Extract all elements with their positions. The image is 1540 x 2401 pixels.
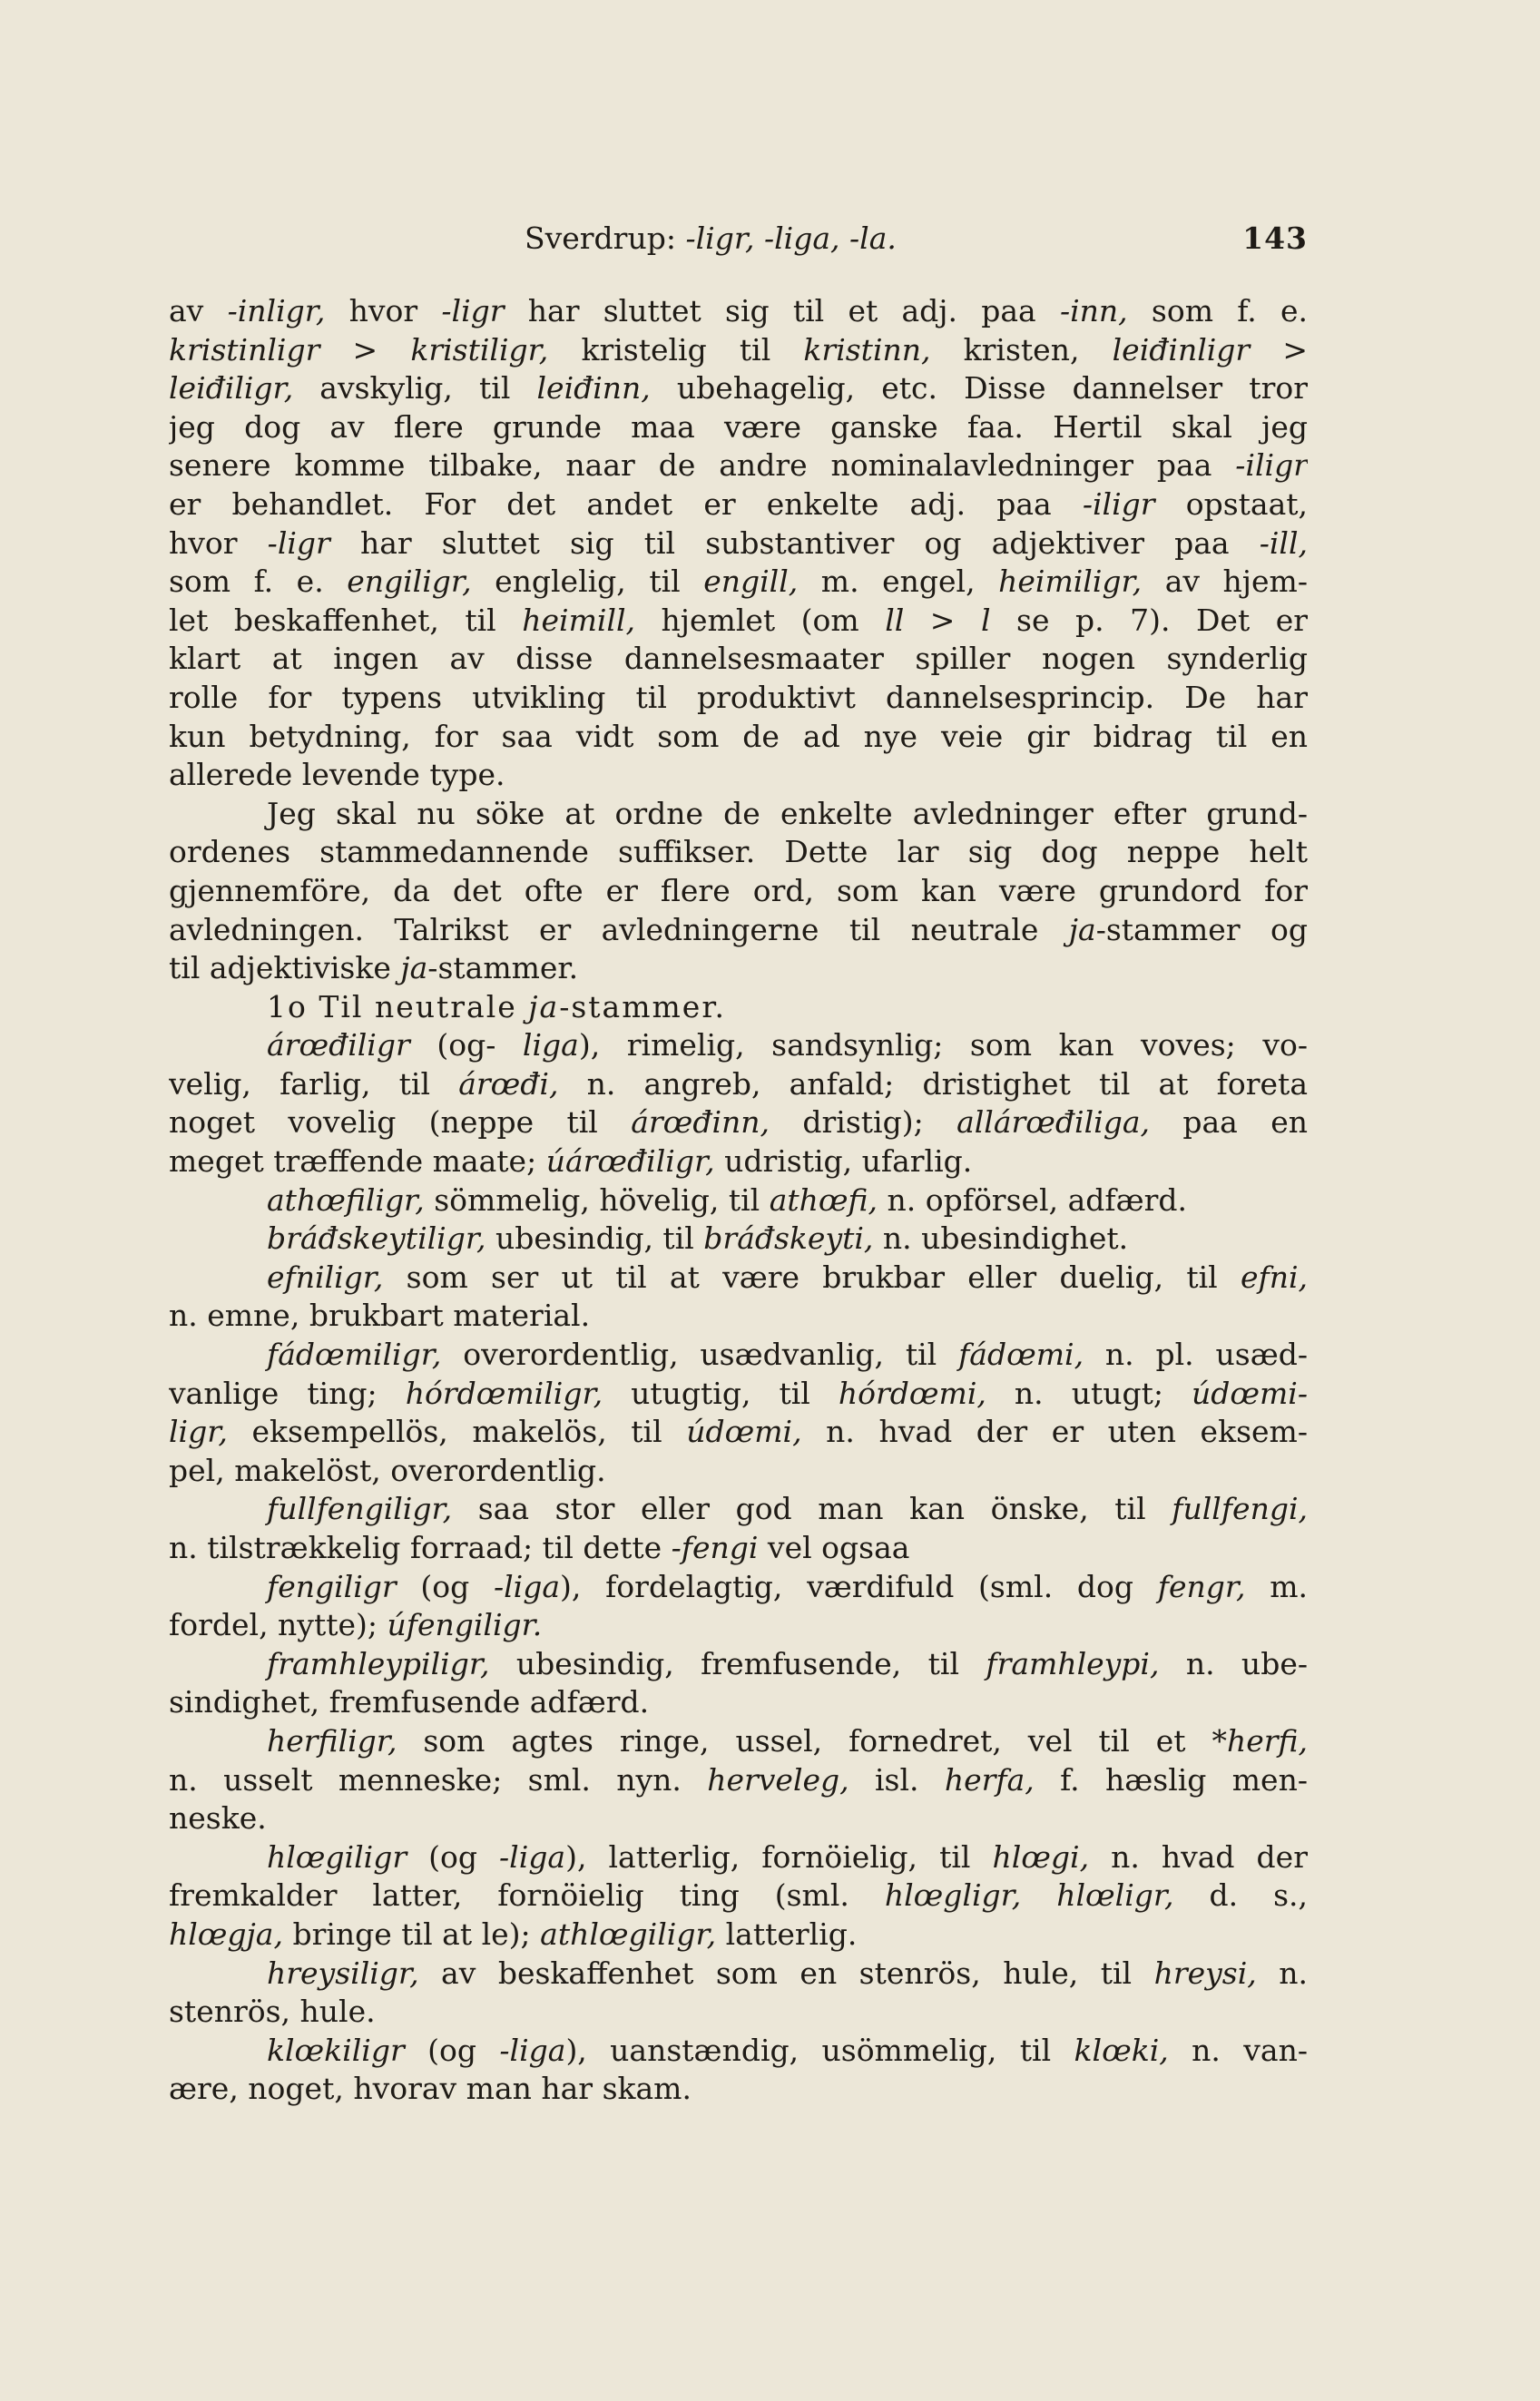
italic-word: allárœđiliga,: [956, 1104, 1150, 1141]
italic-word: *herfi,: [1211, 1722, 1308, 1759]
text-run: eksempellös, makelös, til: [227, 1414, 687, 1450]
text-run: ), uanstændig, usömmelig, til: [565, 2032, 1074, 2068]
italic-word: hlœgja,: [169, 1916, 283, 1952]
text-line: [169, 988, 1308, 1027]
text-run: bringe til at le);: [282, 1916, 541, 1952]
text-run: let beskaffenhet, til: [169, 602, 523, 638]
text-run: stenrös, hule.: [169, 1994, 376, 2030]
text-run: kristelig til: [548, 331, 804, 368]
text-run: gjennemföre, da det ofte er flere ord, som kan være grundord for: [169, 872, 1308, 908]
text-run: som f. e.: [169, 564, 348, 600]
italic-word: -iligr: [1082, 485, 1155, 522]
text-line: [169, 833, 1308, 872]
text-run: ), latterlig, fornöielig, til: [565, 1838, 993, 1875]
text-line: [169, 331, 1308, 370]
text-run: avledningen. Talrikst er avledningerne til neutrale: [169, 911, 1069, 947]
text-run: ubesindig, fremfusende, til: [489, 1645, 986, 1681]
text-run: n. van-: [1168, 2032, 1308, 2068]
italic-word: fullfengiligr,: [267, 1491, 453, 1527]
text-line: [169, 408, 1308, 447]
italic-word: úfengiligr.: [387, 1607, 543, 1643]
text-line: [169, 1799, 1308, 1838]
text-line: [169, 1181, 1308, 1220]
text-line: [169, 1259, 1308, 1298]
italic-word: -inligr,: [227, 293, 326, 328]
text-line: [169, 2032, 1308, 2071]
text-line: [169, 1606, 1308, 1645]
italic-word: hlœgiligr: [267, 1838, 407, 1875]
text-run: vanlige ting;: [169, 1375, 406, 1411]
italic-word: heimiligr,: [998, 564, 1143, 600]
italic-word: hlœgligr, hlœligr,: [884, 1877, 1174, 1914]
text-run: -stammer.: [427, 950, 579, 986]
italic-word: bráđskeyti,: [703, 1220, 874, 1257]
italic-word: kristinn,: [803, 331, 931, 368]
text-run: n. pl. usæd-: [1084, 1337, 1308, 1373]
text-line: [169, 485, 1308, 524]
text-run: ære, noget, hvorav man har skam.: [169, 2071, 692, 2107]
text-run: n. hvad der: [1089, 1838, 1308, 1875]
text-run: (og: [396, 1568, 494, 1604]
text-run: hjemlet (om: [635, 602, 886, 638]
text-run: som ser ut til at være brukbar eller duelig, til: [383, 1259, 1241, 1295]
text-line: [169, 1761, 1308, 1800]
text-run: >: [319, 331, 411, 368]
italic-word: fádœmiligr,: [267, 1337, 442, 1373]
text-run: (og: [404, 2032, 500, 2068]
text-run: allerede levende type.: [169, 757, 505, 793]
italic-word: bráđskeytiligr,: [267, 1220, 486, 1257]
text-run: sindighet, fremfusende adfærd.: [169, 1684, 650, 1720]
italic-word: herfa,: [944, 1761, 1035, 1798]
italic-word: hórdœmi,: [838, 1375, 986, 1411]
italic-word: údœmi,: [686, 1414, 802, 1450]
text-run: hvor: [169, 524, 268, 561]
italic-word: hreysiligr,: [267, 1955, 419, 1991]
italic-word: ja: [400, 950, 428, 986]
italic-word: leiđiligr,: [169, 370, 294, 407]
text-line: [169, 911, 1308, 950]
text-run: overordentlig, usædvanlig, til: [441, 1337, 959, 1373]
text-line: [169, 1645, 1308, 1684]
text-run: (og: [407, 1838, 500, 1875]
text-line: [169, 563, 1308, 602]
italic-word: hreysi,: [1153, 1955, 1257, 1991]
italic-word: ja: [1068, 911, 1096, 947]
text-run: fremkalder latter, fornöielig ting (sml.: [169, 1877, 885, 1914]
text-run: (og-: [409, 1027, 523, 1063]
text-run: ordenes stammedannende suffikser. Dette lar sig dog neppe helt: [169, 834, 1308, 870]
text-run: ubesindig, til: [486, 1220, 704, 1257]
text-run: sömmelig, hövelig, til: [424, 1181, 770, 1218]
text-run: jeg dog av flere grunde maa være ganske faa. Hertil skal jeg: [169, 408, 1308, 445]
text-run: n. utugt;: [986, 1375, 1192, 1411]
italic-word: úárœđiligr,: [545, 1143, 715, 1180]
italic-word: árœđi,: [458, 1065, 559, 1102]
page-number: 143: [1242, 220, 1308, 256]
text-run: d. s.,: [1173, 1877, 1308, 1914]
text-run: englelig, til: [471, 564, 704, 600]
text-run: dristig);: [770, 1104, 957, 1141]
text-run: neske.: [169, 1800, 267, 1837]
text-line: [169, 949, 1308, 988]
text-line: [169, 640, 1308, 679]
text-line: [169, 1413, 1308, 1452]
italic-word: kristiligr,: [410, 331, 549, 368]
text-line: [169, 1297, 1308, 1336]
text-line: [169, 369, 1308, 408]
text-line: [169, 718, 1308, 757]
italic-word: klœki,: [1074, 2032, 1169, 2068]
text-run: senere komme tilbake, naar de andre nominalavledninger paa: [169, 447, 1236, 484]
italic-word: árœđiligr: [267, 1027, 410, 1063]
text-run: noget vovelig (neppe til: [169, 1104, 632, 1141]
text-run: utugtig, til: [603, 1375, 839, 1411]
italic-word: engiligr,: [347, 564, 472, 600]
text-run: Jeg skal nu söke at ordne de enkelte avledninger efter grund-: [267, 795, 1308, 831]
text-run: rolle for typens utvikling til produktivt dannelsesprincip. De har: [169, 679, 1308, 715]
text-line: [169, 1103, 1308, 1142]
text-run: fordel, nytte);: [169, 1607, 387, 1643]
text-run: n. hvad der er uten eksem-: [801, 1414, 1308, 1450]
text-run: saa stor eller god man kan önske, til: [452, 1491, 1172, 1527]
text-run: 1o Til neutrale: [267, 988, 529, 1024]
text-run: ), fordelagtig, værdifuld (sml. dog: [560, 1568, 1158, 1604]
text-run: pel, makelöst, overordentlig.: [169, 1452, 606, 1488]
author-name: Sverdrup:: [525, 220, 686, 256]
text-run: av: [169, 293, 228, 328]
text-line: [169, 1955, 1308, 1994]
italic-word: -liga: [499, 2032, 566, 2068]
italic-word: fengr,: [1157, 1568, 1246, 1604]
italic-word: údœmi-: [1192, 1375, 1308, 1411]
italic-word: -ill,: [1259, 524, 1308, 561]
italic-word: -liga: [499, 1838, 566, 1875]
text-run: som agtes ringe, ussel, fornedret, vel til et: [397, 1722, 1212, 1759]
italic-word: efni,: [1240, 1259, 1308, 1295]
text-line: [169, 602, 1308, 641]
text-run: latterlig.: [716, 1916, 858, 1952]
text-run: hvor: [325, 293, 442, 328]
text-line: [169, 1142, 1308, 1181]
italic-word: hlœgi,: [992, 1838, 1090, 1875]
text-line: [169, 1452, 1308, 1491]
italic-word: leiđinligr: [1112, 331, 1251, 368]
italic-word: -ligr: [267, 524, 330, 561]
italic-word: -iligr: [1235, 447, 1308, 484]
text-line: [169, 1065, 1308, 1104]
text-run: meget træffende maate;: [169, 1143, 546, 1180]
body-text: [169, 292, 1308, 2109]
italic-word: ja: [528, 988, 560, 1024]
text-line: [169, 1877, 1308, 1916]
italic-word: athœfiligr,: [267, 1181, 425, 1218]
text-line: [169, 679, 1308, 718]
italic-word: heimill,: [522, 602, 636, 638]
text-run: isl.: [848, 1761, 945, 1798]
italic-word: athlœgiligr,: [540, 1916, 717, 1952]
italic-word: kristinligr: [169, 331, 320, 368]
italic-word: fullfengi,: [1172, 1491, 1308, 1527]
italic-word: -liga: [493, 1568, 561, 1604]
text-run: n. opförsel, adfærd.: [878, 1181, 1188, 1218]
text-line: [169, 1683, 1308, 1722]
text-line: [169, 524, 1308, 564]
text-line: [169, 446, 1308, 485]
text-run: >: [904, 602, 981, 638]
text-run: n. emne, brukbart material.: [169, 1298, 591, 1334]
text-run: velig, farlig, til: [169, 1065, 459, 1102]
text-run: kun betydning, for saa vidt som de ad nye veie gir bidrag til en: [169, 718, 1308, 754]
italic-word: framhleypiligr,: [267, 1645, 490, 1681]
text-run: kristen,: [930, 331, 1113, 368]
italic-word: herfiligr,: [267, 1722, 397, 1759]
italic-word: athœfi,: [769, 1181, 878, 1218]
text-line: [169, 1838, 1308, 1877]
text-run: er behandlet. For det andet er enkelte adj. paa: [169, 485, 1083, 522]
text-run: -stammer.: [559, 988, 726, 1024]
text-line: [169, 1529, 1308, 1568]
italic-word: liga: [522, 1027, 579, 1063]
text-line: [169, 1722, 1308, 1761]
text-run: opstaat,: [1154, 485, 1308, 522]
text-run: se p. 7). Det er: [990, 602, 1308, 638]
text-run: >: [1250, 331, 1308, 368]
text-line: [169, 1375, 1308, 1414]
text-run: n. angreb, anfald; dristighet til at foreta: [558, 1065, 1308, 1102]
text-run: vel ogsaa: [758, 1530, 910, 1565]
text-run: har sluttet sig til et adj. paa: [504, 293, 1060, 328]
text-line: [169, 1993, 1308, 2032]
italic-word: leiđinn,: [536, 370, 651, 407]
text-run: f. hæslig men-: [1034, 1761, 1308, 1798]
text-line: [169, 756, 1308, 795]
italic-word: fengiligr: [267, 1568, 397, 1604]
text-run: til adjektiviske: [169, 950, 401, 986]
title-suffixes: -ligr, -liga, -la.: [685, 220, 897, 256]
text-line: [169, 2070, 1308, 2109]
text-line: [169, 872, 1308, 911]
text-run: har sluttet sig til substantiver og adjektiver paa: [329, 524, 1260, 561]
text-run: n. tilstrækkelig forraad; til dette: [169, 1530, 672, 1565]
text-run: som f. e.: [1127, 293, 1308, 328]
text-run: m. engel,: [798, 564, 999, 600]
text-line: [169, 292, 1308, 331]
text-run: -stammer og: [1095, 911, 1308, 947]
text-run: av beskaffenhet som en stenrös, hule, til: [418, 1955, 1154, 1991]
text-run: ubehagelig, etc. Disse dannelser tror: [650, 370, 1308, 407]
text-run: udristig, ufarlig.: [714, 1143, 973, 1180]
text-run: avskylig, til: [293, 370, 537, 407]
text-line: [169, 1026, 1308, 1065]
text-line: [169, 795, 1308, 834]
italic-word: árœđinn,: [631, 1104, 770, 1141]
italic-word: fádœmi,: [958, 1337, 1084, 1373]
text-line: [169, 1490, 1308, 1529]
italic-word: herveleg,: [707, 1761, 849, 1798]
text-line: [169, 1568, 1308, 1607]
running-title: [525, 220, 897, 256]
text-run: klart at ingen av disse dannelsesmaater spiller nogen synderlig: [169, 641, 1308, 677]
text-run: av hjem-: [1142, 564, 1308, 600]
italic-word: l: [980, 602, 991, 638]
text-run: n.: [1256, 1955, 1308, 1991]
text-run: n. ubesindighet.: [873, 1220, 1129, 1257]
text-run: paa en: [1150, 1104, 1308, 1141]
italic-word: -ligr: [441, 293, 505, 328]
running-header: [169, 220, 1308, 268]
italic-word: framhleypi,: [986, 1645, 1160, 1681]
italic-word: ligr,: [169, 1414, 228, 1450]
italic-word: hórdœmiligr,: [405, 1375, 603, 1411]
italic-word: engill,: [703, 564, 799, 600]
text-run: n. usselt menneske; sml. nyn.: [169, 1761, 708, 1798]
italic-word: -fengi: [671, 1530, 759, 1565]
text-line: [169, 1336, 1308, 1375]
italic-word: ll: [885, 602, 905, 638]
italic-word: -inn,: [1059, 293, 1128, 328]
text-run: ), rimelig, sandsynlig; som kan voves; vo-: [578, 1027, 1308, 1063]
text-run: m.: [1245, 1568, 1308, 1604]
text-run: n. ube-: [1159, 1645, 1308, 1681]
italic-word: efniligr,: [267, 1259, 384, 1295]
text-line: [169, 1220, 1308, 1259]
text-line: [169, 1916, 1308, 1955]
italic-word: klœkiligr: [267, 2032, 405, 2068]
